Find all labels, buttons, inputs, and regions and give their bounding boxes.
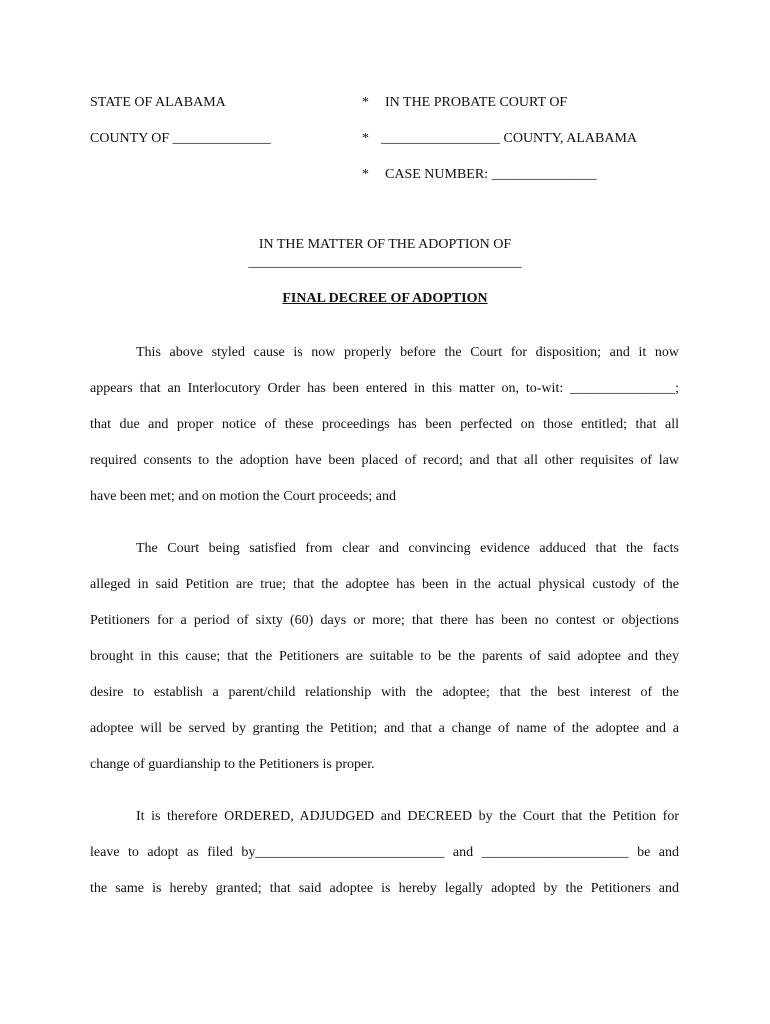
paragraph-line: that due and proper notice of these proceedings has been perfected on those entitled; that all xyxy=(90,417,679,432)
matter-name-blank: _______________________________________ xyxy=(248,255,522,270)
document-title: FINAL DECREE OF ADOPTION xyxy=(282,291,488,306)
paragraph-line: This above styled cause is now properly before the Court for disposition; and it now xyxy=(136,345,679,360)
state-label: STATE OF ALABAMA xyxy=(90,95,226,110)
matter-heading: IN THE MATTER OF THE ADOPTION OF xyxy=(258,237,512,252)
paragraph-line: alleged in said Petition are true; that the adoptee has been in the actual physical custody of the xyxy=(90,577,679,592)
caption-star: * xyxy=(362,95,369,110)
paragraph-line: The Court being satisfied from clear and convincing evidence adduced that the facts xyxy=(136,541,679,556)
paragraph-line: appears that an Interlocutory Order has been entered in this matter on, to-wit: _______________; xyxy=(90,381,679,396)
court-label: IN THE PROBATE COURT OF xyxy=(385,95,568,110)
paragraph-line: It is therefore ORDERED, ADJUDGED and DECREED by the Court that the Petition for xyxy=(136,809,679,824)
paragraph-line: adoptee will be served by granting the Petition; and that a change of name of the adoptee and a xyxy=(90,721,679,736)
paragraph-line: the same is hereby granted; that said adoptee is hereby legally adopted by the Petitioners and xyxy=(90,881,679,896)
county-label: COUNTY OF ______________ xyxy=(90,131,271,146)
county-alabama-label: _________________ COUNTY, ALABAMA xyxy=(381,131,638,146)
case-number-label: CASE NUMBER: _______________ xyxy=(385,167,597,182)
paragraph-line: brought in this cause; that the Petitioners are suitable to be the parents of said adoptee and they xyxy=(90,649,679,664)
paragraph-line: desire to establish a parent/child relationship with the adoptee; that the best interest of the xyxy=(90,685,679,700)
paragraph-line: change of guardianship to the Petitioners is proper. xyxy=(90,757,375,772)
caption-star: * xyxy=(362,167,369,182)
paragraph-disposition xyxy=(90,345,679,525)
caption-star: * xyxy=(362,131,369,146)
paragraph-findings xyxy=(90,541,679,793)
paragraph-line: have been met; and on motion the Court proceeds; and xyxy=(90,489,396,504)
paragraph-order xyxy=(90,809,679,917)
paragraph-line: required consents to the adoption have been placed of record; and that all other requisites of law xyxy=(90,453,679,468)
paragraph-line: leave to adopt as filed by___________________________ and _____________________ be and xyxy=(90,845,679,860)
paragraph-line: Petitioners for a period of sixty (60) days or more; that there has been no contest or objections xyxy=(90,613,679,628)
